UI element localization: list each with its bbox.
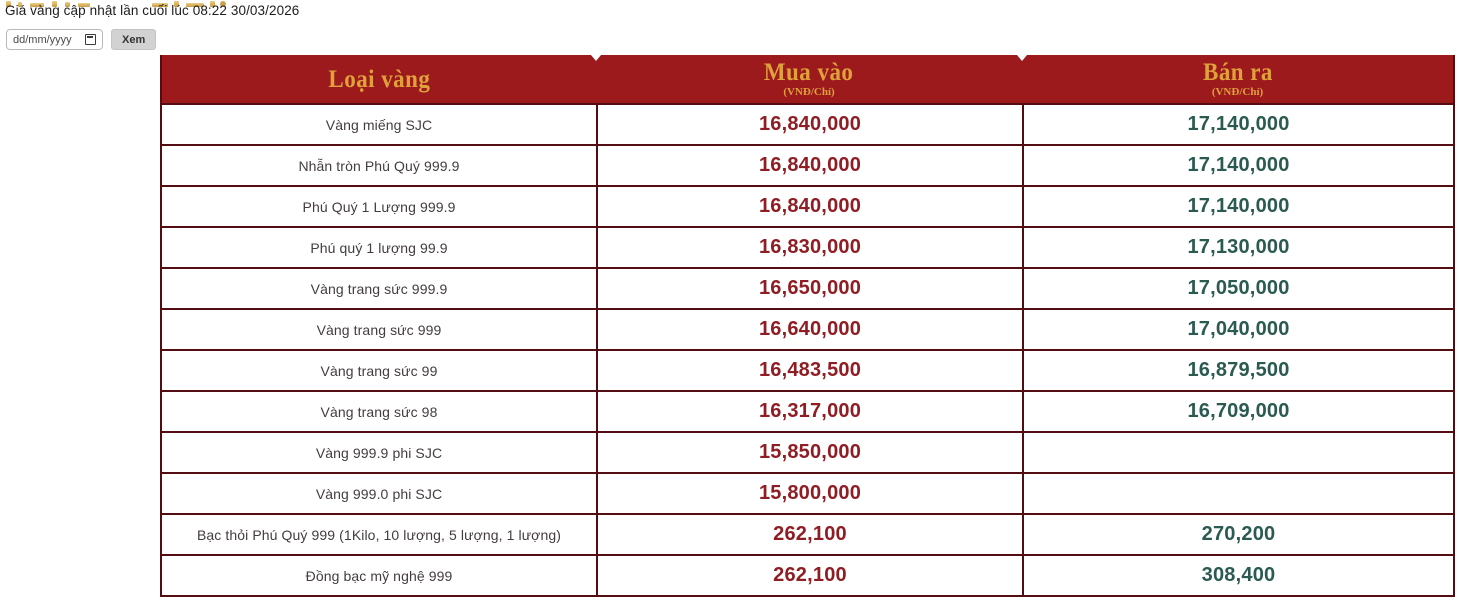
view-button[interactable]: Xem	[111, 29, 156, 50]
buy-price-cell: 15,850,000	[596, 431, 1022, 472]
buy-price-cell: 262,100	[596, 513, 1022, 554]
buy-price-cell: 16,840,000	[596, 103, 1022, 144]
gold-type-cell: Phú Quý 1 Lượng 999.9	[162, 185, 596, 226]
table-row	[162, 472, 1453, 513]
table-row	[162, 144, 1453, 185]
header-gold-type	[162, 55, 596, 103]
header-gold-type-label: Loại vàng	[328, 65, 430, 93]
date-input[interactable]	[6, 29, 103, 50]
gold-type-cell: Vàng 999.9 phi SJC	[162, 431, 596, 472]
table-row	[162, 308, 1453, 349]
header-sell	[1022, 55, 1453, 103]
table-row	[162, 103, 1453, 144]
table-row	[162, 390, 1453, 431]
header-buy	[596, 55, 1022, 103]
sell-price-cell: 17,040,000	[1022, 308, 1453, 349]
buy-price-cell: 16,830,000	[596, 226, 1022, 267]
gold-type-cell: Vàng trang sức 98	[162, 390, 596, 431]
sell-price-cell: 308,400	[1022, 554, 1453, 595]
header-divider-notch	[1017, 55, 1027, 61]
date-placeholder: dd/mm/yyyy	[13, 33, 72, 46]
header-sell-unit: (VNĐ/Chỉ)	[1211, 86, 1264, 98]
calendar-icon[interactable]	[85, 34, 96, 45]
buy-price-cell: 16,483,500	[596, 349, 1022, 390]
sell-price-cell: 270,200	[1022, 513, 1453, 554]
date-controls	[6, 29, 156, 50]
table-row	[162, 226, 1453, 267]
header-buy-unit: (VNĐ/Chỉ)	[783, 86, 835, 98]
table-row	[162, 431, 1453, 472]
table-row	[162, 554, 1453, 595]
buy-price-cell: 16,317,000	[596, 390, 1022, 431]
buy-price-cell: 16,840,000	[596, 144, 1022, 185]
table-row	[162, 185, 1453, 226]
gold-type-cell: Đồng bạc mỹ nghệ 999	[162, 554, 596, 595]
sell-price-cell: 16,709,000	[1022, 390, 1453, 431]
sell-price-cell: 16,879,500	[1022, 349, 1453, 390]
gold-type-cell: Vàng trang sức 999	[162, 308, 596, 349]
sell-price-cell: 17,140,000	[1022, 185, 1453, 226]
sell-price-cell: 17,140,000	[1022, 144, 1453, 185]
gold-type-cell: Vàng trang sức 999.9	[162, 267, 596, 308]
table-row	[162, 513, 1453, 554]
table-header	[162, 55, 1453, 103]
gold-type-cell: Nhẫn tròn Phú Quý 999.9	[162, 144, 596, 185]
buy-price-cell: 16,840,000	[596, 185, 1022, 226]
header-buy-label: Mua vào	[764, 59, 854, 86]
table-row	[162, 267, 1453, 308]
sell-price-cell	[1022, 431, 1453, 472]
sell-price-cell	[1022, 472, 1453, 513]
header-divider-notch	[591, 55, 601, 61]
last-updated-text: Giá vàng cập nhật lần cuối lúc 08:22 30/03/2026	[5, 3, 300, 18]
buy-price-cell: 16,640,000	[596, 308, 1022, 349]
buy-price-cell: 262,100	[596, 554, 1022, 595]
gold-price-table	[160, 55, 1455, 597]
gold-type-cell: Vàng trang sức 99	[162, 349, 596, 390]
header-sell-label: Bán ra	[1202, 59, 1273, 86]
buy-price-cell: 16,650,000	[596, 267, 1022, 308]
sell-price-cell: 17,050,000	[1022, 267, 1453, 308]
table-row	[162, 349, 1453, 390]
gold-type-cell: Vàng 999.0 phi SJC	[162, 472, 596, 513]
gold-type-cell: Phú quý 1 lượng 99.9	[162, 226, 596, 267]
buy-price-cell: 15,800,000	[596, 472, 1022, 513]
sell-price-cell: 17,140,000	[1022, 103, 1453, 144]
table-body	[162, 103, 1453, 595]
gold-type-cell: Vàng miếng SJC	[162, 103, 596, 144]
sell-price-cell: 17,130,000	[1022, 226, 1453, 267]
gold-type-cell: Bạc thỏi Phú Quý 999 (1Kilo, 10 lượng, 5 lượng, 1 lượng)	[162, 513, 596, 554]
